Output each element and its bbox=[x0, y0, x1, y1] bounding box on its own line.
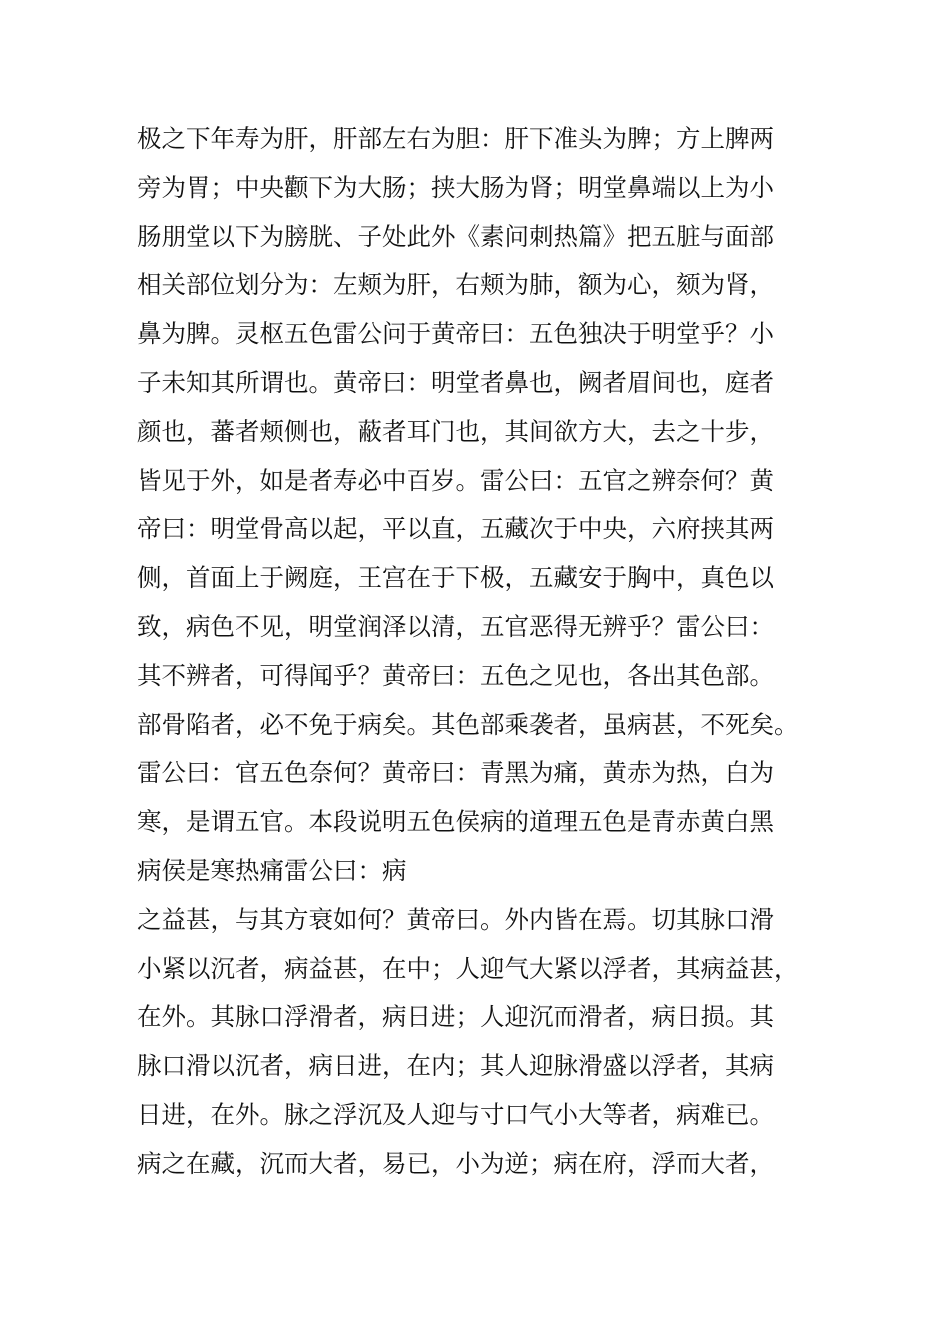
text-line-17: 之益甚，与其方衰如何？黄帝曰。外内皆在焉。切其脉口滑 bbox=[137, 904, 774, 934]
text-line-10: 侧，首面上于阙庭，王宫在于下极，五藏安于胸中，真色以 bbox=[137, 563, 774, 593]
text-line-8: 皆见于外，如是者寿必中百岁。雷公曰：五官之辨奈何？黄 bbox=[137, 465, 774, 495]
text-line-7: 颜也，蕃者颊侧也，蔽者耳门也，其间欲方大，去之十步， bbox=[137, 416, 774, 446]
text-line-16: 病侯是寒热痛雷公曰：病 bbox=[137, 855, 407, 885]
text-line-2: 旁为胃；中央颧下为大肠；挟大肠为肾；明堂鼻端以上为小 bbox=[137, 172, 774, 202]
text-line-21: 日进，在外。脉之浮沉及人迎与寸口气小大等者，病难已。 bbox=[137, 1099, 774, 1129]
text-line-5: 鼻为脾。灵枢五色雷公问于黄帝曰：五色独决于明堂乎？小 bbox=[137, 319, 774, 349]
body-text bbox=[137, 115, 827, 1189]
text-line-1: 极之下年寿为肝，肝部左右为胆：肝下准头为脾；方上脾两 bbox=[137, 124, 774, 153]
text-line-11: 致，病色不见，明堂润泽以清，五官恶得无辨乎？雷公曰： bbox=[137, 611, 774, 641]
text-line-15: 寒，是谓五官。本段说明五色侯病的道理五色是青赤黄白黑 bbox=[137, 807, 774, 837]
text-line-6: 子未知其所谓也。黄帝曰：明堂者鼻也，阙者眉间也，庭者 bbox=[137, 367, 774, 397]
text-line-13: 部骨陷者，必不免于病矣。其色部乘袭者，虽病甚，不死矣。 bbox=[137, 709, 799, 739]
text-line-19: 在外。其脉口浮滑者，病日进；人迎沉而滑者，病日损。其 bbox=[137, 1002, 774, 1032]
text-line-3: 肠朋堂以下为膀胱、子处此外《素问刺热篇》把五脏与面部 bbox=[137, 221, 774, 251]
text-line-9: 帝曰：明堂骨高以起，平以直，五藏次于中央，六府挟其两 bbox=[137, 514, 774, 544]
text-line-20: 脉口滑以沉者，病日进，在内；其人迎脉滑盛以浮者，其病 bbox=[137, 1051, 774, 1081]
text-line-12: 其不辨者，可得闻乎？黄帝曰：五色之见也，各出其色部。 bbox=[137, 660, 774, 690]
text-line-18: 小紧以沉者，病益甚，在中；人迎气大紧以浮者，其病益甚， bbox=[137, 953, 799, 983]
text-line-22: 病之在藏，沉而大者，易已，小为逆；病在府，浮而大者， bbox=[137, 1148, 774, 1178]
text-line-14: 雷公曰：官五色奈何？黄帝曰：青黑为痛，黄赤为热，白为 bbox=[137, 758, 774, 788]
text-line-4: 相关部位划分为：左颊为肝，右颊为肺，额为心，颏为肾， bbox=[137, 270, 774, 300]
